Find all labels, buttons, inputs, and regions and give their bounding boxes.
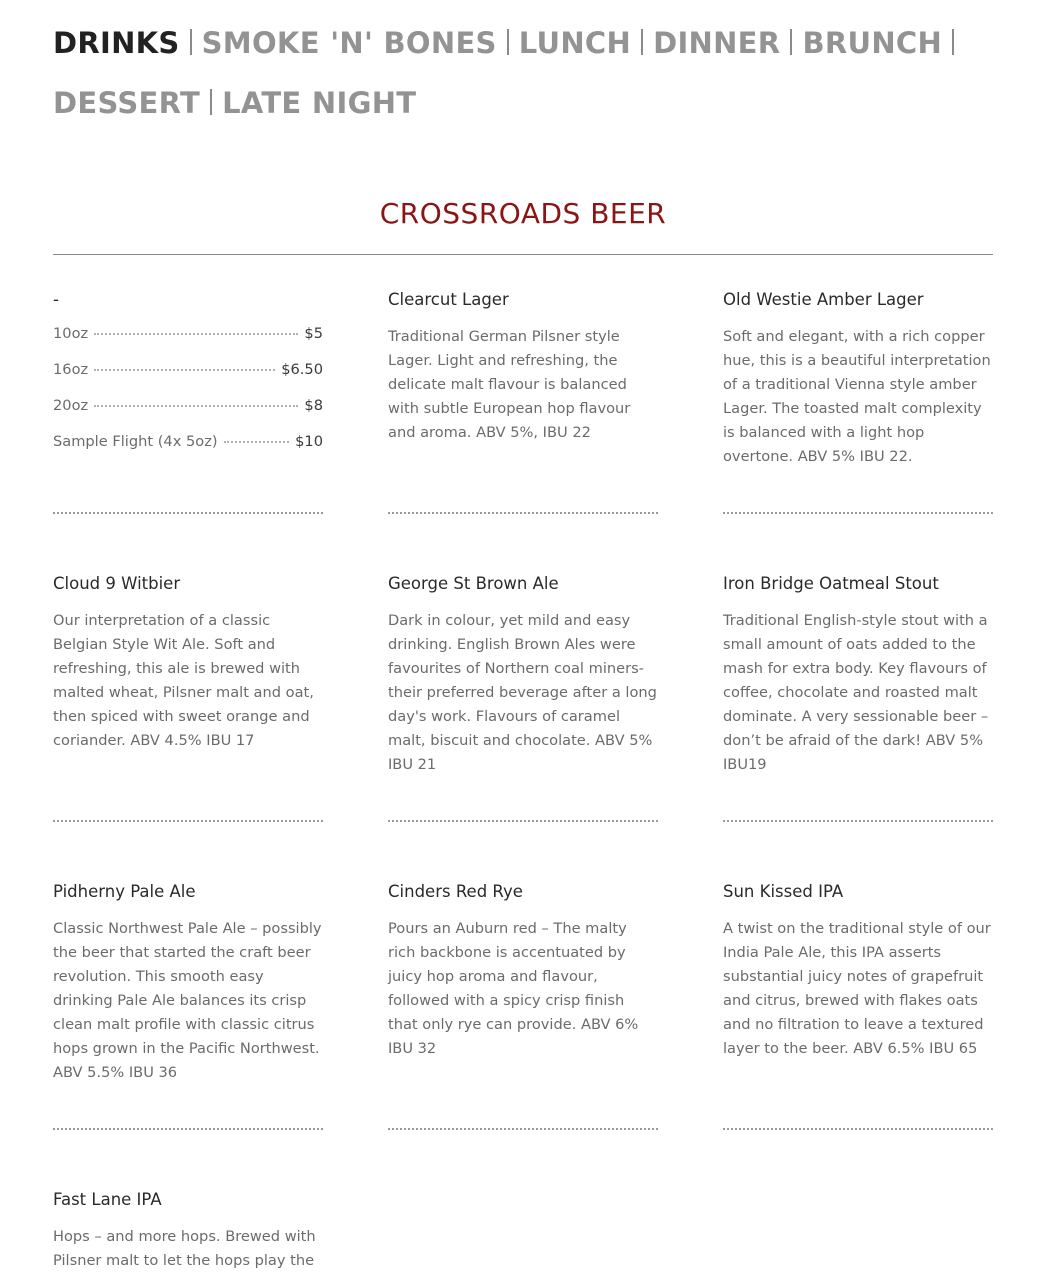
price-row: [53, 397, 323, 433]
nav-dessert[interactable]: DESSERT: [53, 86, 201, 120]
beer-name: Iron Bridge Oatmeal Stout: [723, 574, 939, 593]
menu-nav: [53, 16, 993, 136]
beer-card-cinders-red-rye: [388, 880, 658, 1061]
beer-card-iron-bridge-oatmeal-stout: [723, 572, 993, 777]
nav-dinner[interactable]: DINNER: [653, 26, 781, 60]
price-leader: [94, 333, 298, 335]
pricing-name: -: [53, 290, 59, 309]
beer-description: A twist on the traditional style of our India Pale Ale, this IPA asserts substantial juicy notes of grapefruit and citrus, brewed with flakes oats and no filtration to leave a textured layer to the beer. ABV 6.5% IBU 65: [723, 920, 991, 1057]
beer-name: Fast Lane IPA: [53, 1190, 162, 1209]
pricing-card: [53, 288, 323, 469]
price-row: [53, 361, 323, 397]
price-size: 16oz: [53, 361, 89, 378]
price-amount: $6.50: [281, 361, 323, 378]
beer-card-cloud-9-witbier: [53, 572, 323, 753]
dotted-divider: [723, 1128, 993, 1130]
beer-card-old-westie-amber-lager: [723, 288, 993, 469]
section-divider: [53, 254, 993, 255]
beer-description: Traditional German Pilsner style Lager. Light and refreshing, the delicate malt flavour is balanced with subtle European hop flavour and aroma. ABV 5%, IBU 22: [388, 328, 631, 441]
dotted-divider: [388, 512, 658, 514]
price-amount: $8: [304, 397, 323, 414]
beer-description: Pours an Auburn red – The malty rich backbone is accentuated by juicy hop aroma and flavour, followed with a spicy crisp finish that only rye can provide. ABV 6% IBU 32: [388, 920, 639, 1057]
nav-separator: [507, 29, 509, 55]
nav-separator: [790, 29, 792, 55]
beer-name: Clearcut Lager: [388, 290, 509, 309]
beer-name: Old Westie Amber Lager: [723, 290, 924, 309]
dotted-divider: [723, 820, 993, 822]
dotted-divider: [388, 820, 658, 822]
beer-description: Soft and elegant, with a rich copper hue, this is a beautiful interpretation of a traditional Vienna style amber Lager. The toasted malt complexity is balanced with a light hop overtone. ABV 5% IBU 22.: [723, 328, 991, 465]
beer-description: Hops – and more hops. Brewed with Pilsner malt to let the hops play the: [53, 1228, 316, 1269]
beer-name: Sun Kissed IPA: [723, 882, 844, 901]
nav-separator: [210, 89, 212, 115]
price-amount: $10: [295, 433, 323, 450]
dotted-divider: [723, 512, 993, 514]
nav-late-night[interactable]: LATE NIGHT: [222, 86, 417, 120]
beer-card-pidherny-pale-ale: [53, 880, 323, 1085]
nav-smoke-n-bones[interactable]: SMOKE 'N' BONES: [201, 26, 497, 60]
beer-card-clearcut-lager: [388, 288, 658, 445]
dotted-divider: [53, 1128, 323, 1130]
price-leader: [94, 405, 298, 407]
beer-card-fast-lane-ipa: [53, 1188, 323, 1273]
price-amount: $5: [304, 325, 323, 342]
beer-card-george-st-brown-ale: [388, 572, 658, 777]
beer-card-sun-kissed-ipa: [723, 880, 993, 1061]
price-leader: [94, 369, 275, 371]
price-size: 20oz: [53, 397, 89, 414]
dotted-divider: [53, 820, 323, 822]
price-list: [53, 325, 323, 469]
beer-description: Dark in colour, yet mild and easy drinking. English Brown Ales were favourites of Northern coal miners- their preferred beverage after a long day's work. Flavours of caramel malt, biscuit and chocolate. ABV 5% IBU 21: [388, 612, 657, 773]
beer-name: Cloud 9 Witbier: [53, 574, 181, 593]
beer-description: Traditional English-style stout with a small amount of oats added to the mash for extra body. Key flavours of coffee, chocolate and roasted malt dominate. A very sessionable beer – don’t be afraid of the dark! ABV 5% IBU19: [723, 612, 989, 773]
dotted-divider: [53, 512, 323, 514]
nav-brunch[interactable]: BRUNCH: [802, 26, 943, 60]
nav-drinks[interactable]: DRINKS: [53, 26, 180, 60]
nav-separator: [641, 29, 643, 55]
price-row: [53, 325, 323, 361]
beer-description: Our interpretation of a classic Belgian Style Wit Ale. Soft and refreshing, this ale is brewed with malted wheat, Pilsner malt and oat, then spiced with sweet orange and coriander. ABV 4.5% IBU 17: [53, 612, 314, 749]
price-size: Sample Flight (4x 5oz): [53, 433, 218, 450]
nav-separator: [952, 29, 954, 55]
dotted-divider: [388, 1128, 658, 1130]
price-leader: [224, 441, 290, 443]
section-title: CROSSROADS BEER: [379, 197, 667, 230]
price-row: [53, 433, 323, 469]
nav-separator: [190, 29, 192, 55]
beer-name: Pidherny Pale Ale: [53, 882, 196, 901]
beer-name: Cinders Red Rye: [388, 882, 523, 901]
beer-name: George St Brown Ale: [388, 574, 559, 593]
nav-lunch[interactable]: LUNCH: [518, 26, 632, 60]
beer-description: Classic Northwest Pale Ale – possibly the beer that started the craft beer revolution. This smooth easy drinking Pale Ale balances its crisp clean malt profile with classic citrus hops grown in the Pacific Northwest. ABV 5.5% IBU 36: [53, 920, 322, 1081]
price-size: 10oz: [53, 325, 89, 342]
